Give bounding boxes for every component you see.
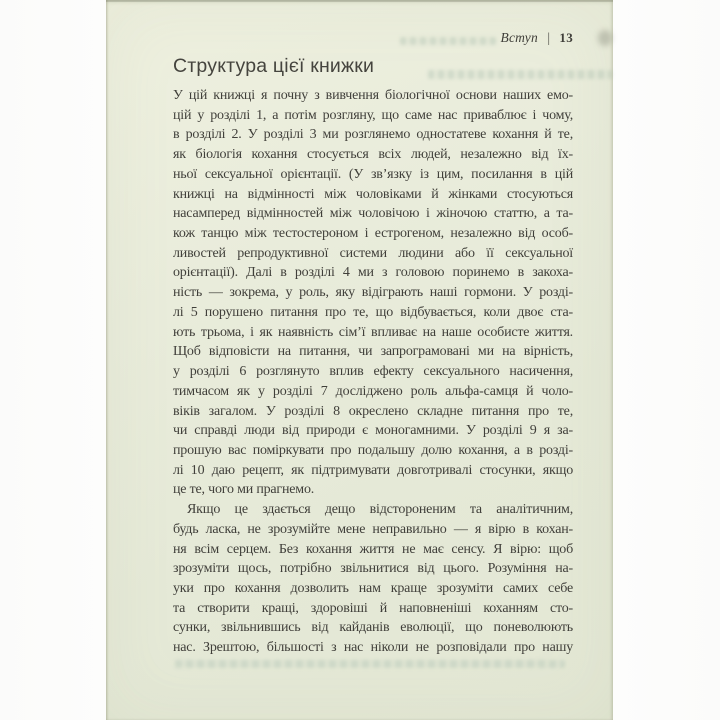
text-line: зрозуміти щось, потрібно звільнитися від цього. Розуміння на- — [173, 561, 573, 577]
showthrough-text-artifact — [175, 660, 565, 668]
text-line: ливостей репродуктивної системи людини або її сексуальної — [173, 245, 573, 261]
header-section-title: Вступ — [500, 30, 538, 45]
text-line: нас. Зрештою, більшості з нас ніколи не розповідали про нашу — [173, 640, 573, 656]
section-heading: Структура цієї книжки — [173, 55, 375, 77]
text-line: Щоб відповісти на питання, чи запрограмовані ми на вірність, — [173, 344, 573, 360]
text-line: цій у розділі 1, а потім розгляну, що саме нас приваблює і чому, — [173, 107, 573, 123]
text-line: ють трьома, і як наявність сім’ї впливає на наше особисте життя. — [173, 324, 573, 340]
text-line: насамперед відмінностей між чоловічою і жіночою статтю, а та- — [173, 206, 573, 222]
showthrough-text-artifact — [400, 37, 496, 45]
text-line: лі 10 даю рецепт, як підтримувати довготривалі стосунки, якщо — [173, 462, 573, 478]
text-line: орієнтації). Далі в розділі 4 ми з головою поринемо в закоха- — [173, 265, 573, 281]
text-line: сунки, звільнившись від кайданів еволюції, що поневолюють — [173, 620, 573, 636]
text-line: прошую вас поміркувати про подальшу долю кохання, а в розді- — [173, 442, 573, 458]
header-page-number: 13 — [559, 30, 573, 45]
text-line: в розділі 2. У розділі 3 ми розглянемо одностатеве кохання й те, — [173, 127, 573, 143]
text-line: як біологія кохання стосується всіх людей, незалежно від їх- — [173, 147, 573, 163]
text-line: ність — зокрема, у роль, яку відіграють наші гормони. У розді- — [173, 285, 573, 301]
text-line: це те, чого ми прагнемо. — [173, 482, 315, 498]
text-line: ня всім серцем. Без кохання життя не має сенсу. Я вірю: щоб — [173, 541, 573, 557]
text-line: ньої сексуальної орієнтації. (У зв’язку із цим, посилання в цій — [173, 166, 573, 182]
showthrough-text-artifact — [428, 70, 612, 79]
text-line: та створити кращі, здоровіші й наповненіші коханням сто- — [173, 600, 573, 616]
page-edge-smudge — [598, 30, 612, 46]
text-line: книжці на відмінності між чоловіками й жінками стосуються — [173, 186, 573, 202]
text-line: тимчасом як у розділі 7 досліджено роль альфа-самця й чоло- — [173, 383, 573, 399]
text-line: уки про кохання дозволить нам краще зрозуміти самих себе — [173, 580, 573, 596]
text-line: у розділі 6 розглянуто вплив ефекту сексуального насичення, — [173, 364, 573, 380]
running-header — [501, 30, 573, 46]
body-text — [173, 86, 573, 658]
text-line: У цій книжці я почну з вивчення біологічної основи наших емо- — [173, 88, 573, 103]
book-page — [106, 0, 613, 720]
text-line: віків загалом. У розділі 8 окреслено складне питання про те, — [173, 403, 573, 419]
header-separator: | — [547, 30, 551, 45]
text-line: чи справді люди від природи є моногамними. У розділі 9 я за- — [173, 423, 573, 439]
text-line: лі 5 порушено питання про те, що відбувається, коли двоє ста- — [173, 304, 573, 320]
text-line: кож танцю між тестостероном і естрогеном, незалежно від особ- — [173, 226, 573, 242]
text-line: будь ласка, не зрозумійте мене неправильно — я вірю в кохан- — [173, 521, 573, 537]
text-line: Якщо це здається дещо відстороненим та аналітичним, — [187, 502, 573, 518]
